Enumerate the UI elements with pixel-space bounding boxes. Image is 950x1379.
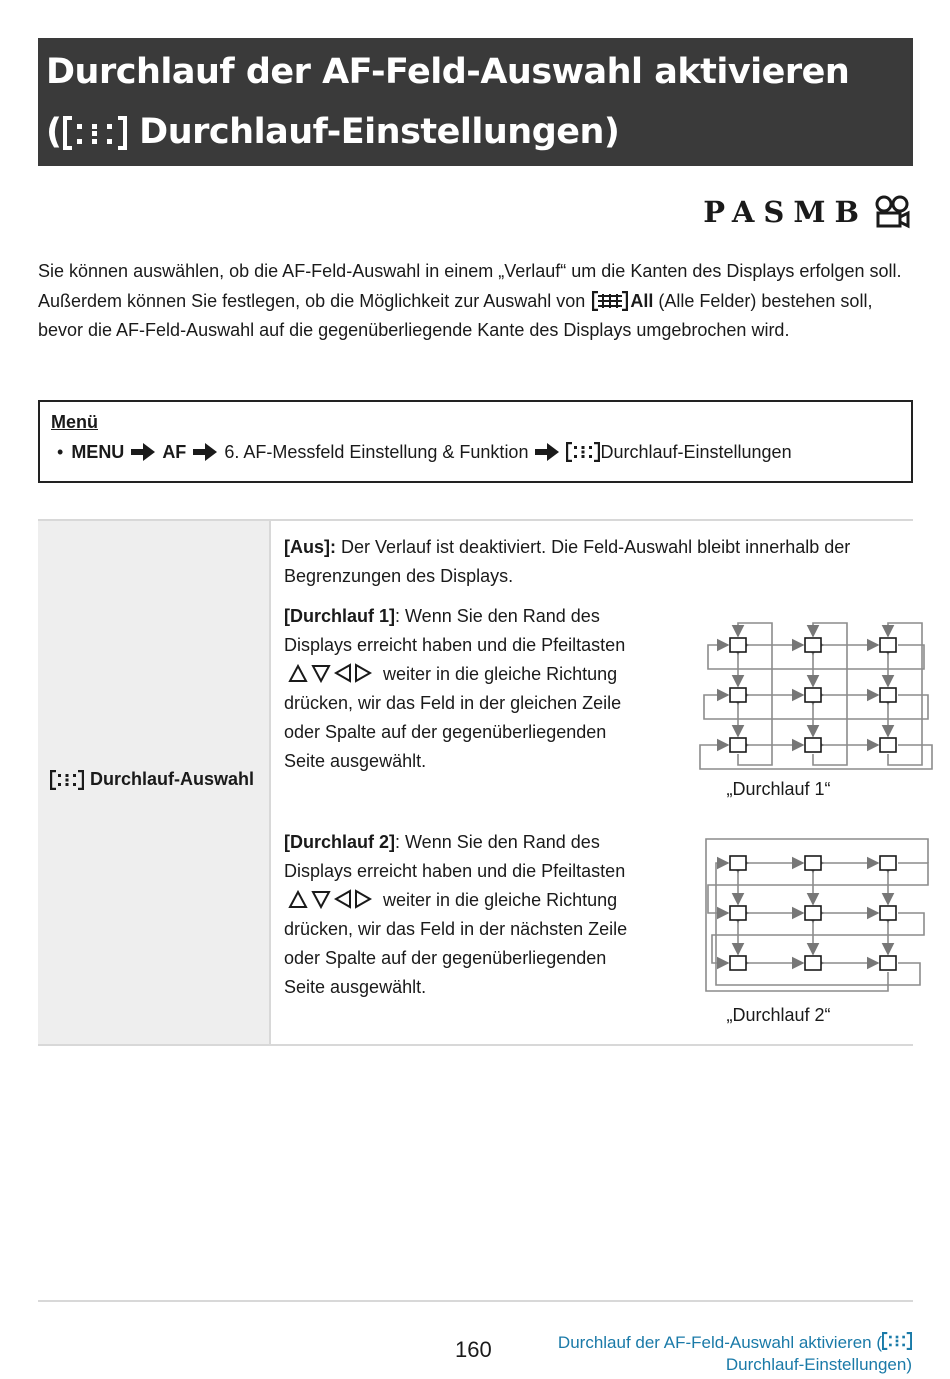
af-area-bracket-icon [50, 770, 84, 790]
title-line-2-text: Durchlauf-Einstellungen) [127, 112, 620, 152]
af-target-box [805, 906, 821, 920]
option-off-text: Der Verlauf ist deaktiviert. Die Feld-Auswahl bleibt innerhalb der Begrenzungen des Displays. [284, 537, 851, 586]
arrow-right-icon [535, 443, 559, 461]
arrow-right-icon [131, 443, 155, 461]
mode-indicators [703, 192, 912, 232]
option-loop-1 [284, 602, 644, 776]
af-target-box [730, 738, 746, 752]
arrow-keys-icon [288, 889, 374, 909]
af-target-box [805, 956, 821, 970]
af-area-bracket-icon [882, 1331, 912, 1351]
option-loop-1-text-a: : Wenn Sie den Rand des Displays erreicht haben und die Pfeiltasten [284, 606, 626, 655]
table-row-header [38, 521, 271, 1044]
menu-step-af-settings: 6. AF-Messfeld Einstellung & Funktion [224, 442, 529, 462]
footer-title-line-2: Durchlauf-Einstellungen) [725, 1355, 912, 1374]
page-title-bar [38, 38, 913, 166]
loop-2-diagram [666, 831, 936, 1001]
af-area-bracket-icon [566, 442, 600, 462]
settings-table [38, 519, 913, 1046]
menu-step-loop-settings: Durchlauf-Einstellungen [600, 442, 792, 462]
option-loop-1-label: [Durchlauf 1] [284, 606, 396, 626]
menu-step-menu: MENU [71, 442, 125, 462]
af-target-box [805, 738, 821, 752]
af-target-box [730, 688, 746, 702]
af-target-box [880, 688, 896, 702]
af-target-box [880, 738, 896, 752]
arrow-keys-icon [288, 663, 374, 683]
option-off [284, 533, 899, 591]
intro-part-1: Sie können auswählen, ob die AF-Feld-Auswahl in einem „Verlauf“ um die Kanten des Displays erfolgen soll. Außerdem können Sie festlegen, ob die Möglichkeit zur Auswahl von [38, 261, 902, 311]
footer-title-line-1 [558, 1331, 912, 1354]
af-target-box [880, 906, 896, 920]
af-target-box [730, 956, 746, 970]
loop-2-caption: „Durchlauf 2“ [726, 1005, 831, 1025]
row-label-text: Durchlauf-Auswahl [90, 769, 255, 789]
option-loop-2-text-b: weiter in die gleiche Richtung drücken, wir das Feld in der nächsten Zeile oder Spalte auf der gegenüberliegenden Seite ausgewählt. [284, 890, 628, 997]
option-loop-2-text-a: : Wenn Sie den Rand des Displays erreicht haben und die Pfeiltasten [284, 832, 626, 881]
footer-title-text-1: Durchlauf der AF-Feld-Auswahl aktivieren ( [557, 1333, 882, 1352]
intro-part-2: (Alle Felder) bestehen soll, bevor die AF-Feld-Auswahl auf die gegenüberliegende Kante des Displays umgebrochen wird. [38, 290, 873, 340]
af-target-box [730, 906, 746, 920]
page-number: 160 [455, 1337, 492, 1362]
af-target-box [730, 638, 746, 652]
footer-divider [38, 1300, 913, 1302]
af-target-box [880, 956, 896, 970]
title-open-paren: ( [46, 112, 62, 152]
footer-section-link[interactable] [558, 1331, 912, 1376]
option-loop-1-text-b: weiter in die gleiche Richtung drücken, wir das Feld in der gleichen Zeile oder Spalte auf der gegenüberliegenden Seite ausgewählt. [284, 664, 622, 771]
af-area-bracket-icon [62, 116, 128, 150]
af-target-box [880, 856, 896, 870]
af-target-box [730, 856, 746, 870]
menu-step-af: AF [162, 442, 187, 462]
loop-1-diagram [666, 613, 936, 773]
mode-letters: PASMB [703, 195, 868, 229]
arrow-right-icon [193, 443, 217, 461]
af-target-box [805, 638, 821, 652]
intro-paragraph [38, 257, 918, 346]
option-loop-2 [284, 828, 644, 1002]
page-title-line-2 [46, 102, 905, 162]
bullet: • [57, 442, 64, 462]
page-title-line-1: Durchlauf der AF-Feld-Auswahl aktivieren [46, 52, 850, 92]
option-off-label: [Aus]: [284, 537, 336, 557]
option-loop-2-label: [Durchlauf 2] [284, 832, 396, 852]
all-label: All [630, 290, 654, 311]
af-target-box [880, 638, 896, 652]
af-target-box [805, 856, 821, 870]
af-target-box [805, 688, 821, 702]
row-label [50, 769, 254, 790]
movie-camera-icon [874, 195, 912, 229]
menu-path [51, 440, 900, 464]
loop-1-caption: „Durchlauf 1“ [726, 779, 831, 799]
all-targets-icon [592, 291, 628, 311]
menu-heading: Menü [51, 412, 98, 432]
menu-path-box [38, 400, 913, 483]
